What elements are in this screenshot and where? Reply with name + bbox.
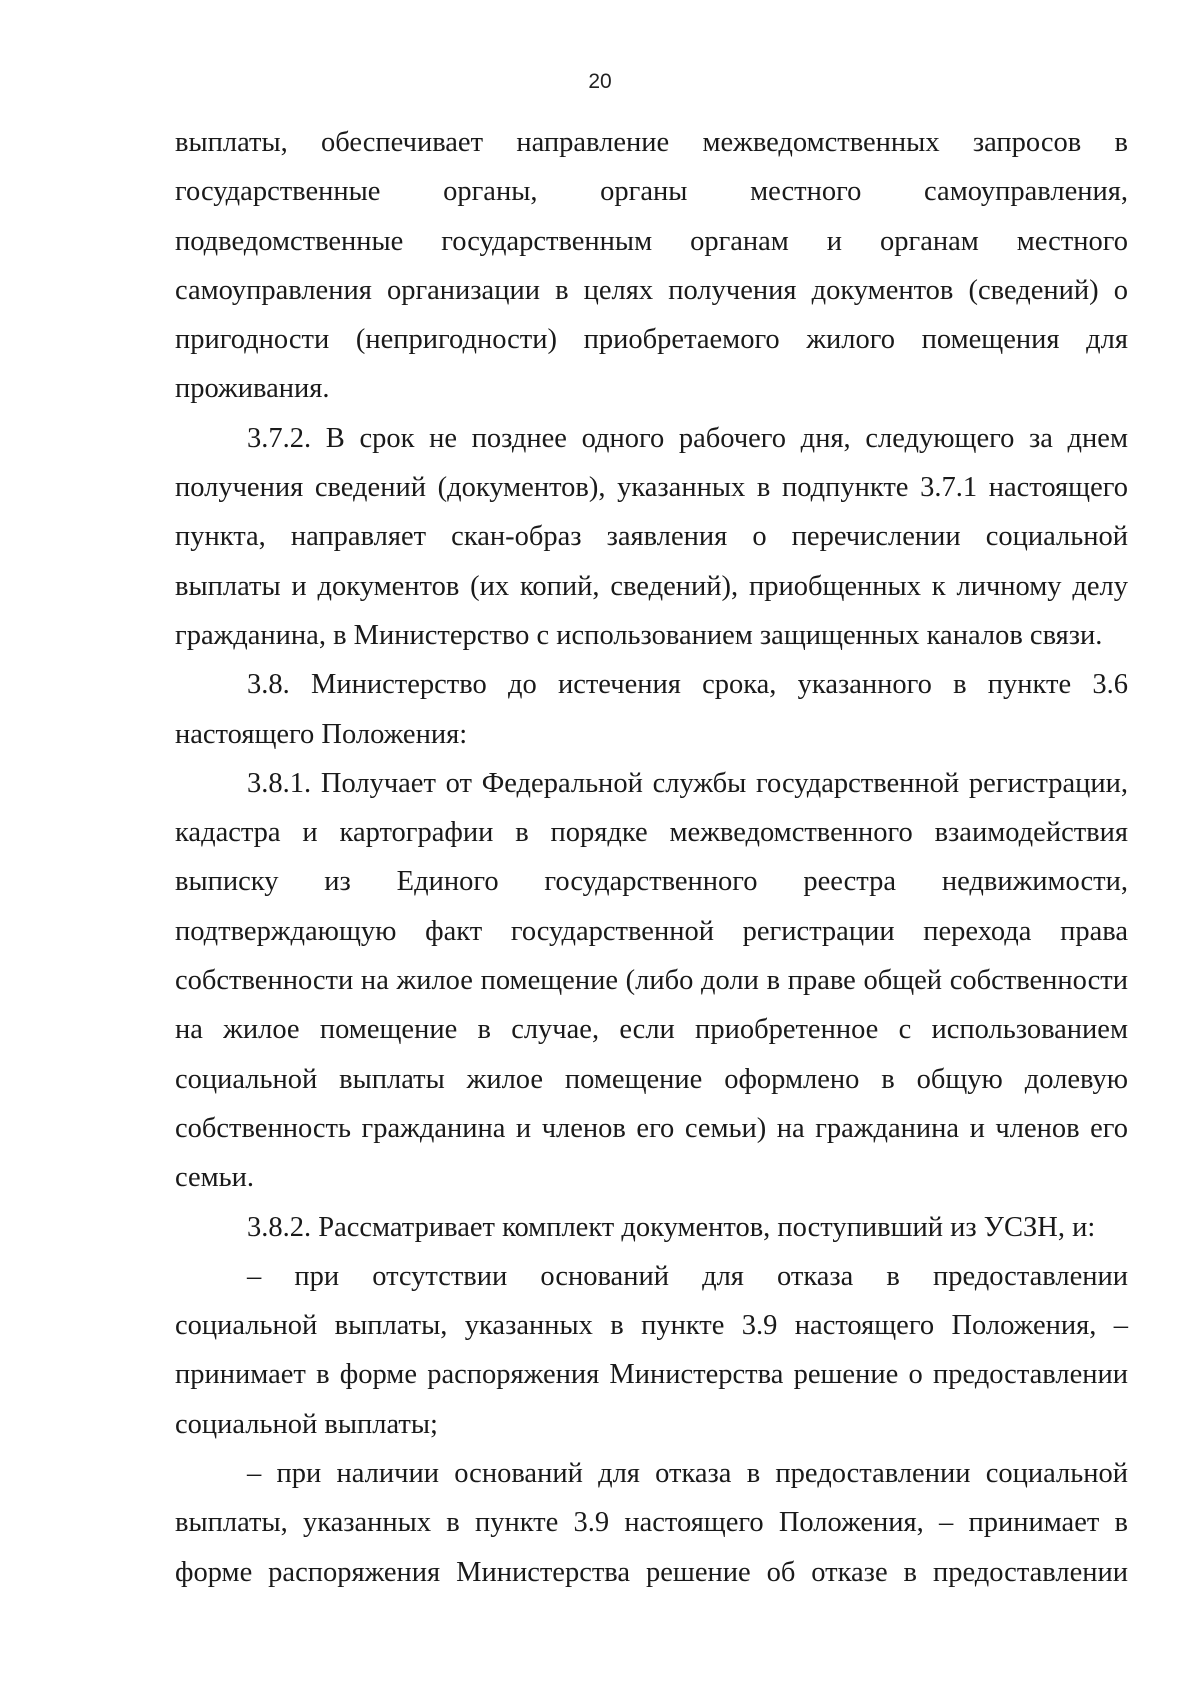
text-line: собственности на жилое помещение (либо доли в праве общей собственности	[175, 965, 1128, 997]
text-line: выплаты, обеспечивает направление межведомственных запросов в	[175, 127, 1128, 158]
text-line: пригодности (непригодности) приобретаемого жилого помещения для	[175, 324, 1128, 356]
text-line: пункта, направляет скан-образ заявления о перечислении социальной	[175, 521, 1128, 553]
text-line: социальной выплаты, указанных в пункте 3.9 настоящего Положения, –	[175, 1310, 1128, 1342]
text-line: гражданина, в Министерство с использованием защищенных каналов связи.	[175, 619, 1103, 651]
text-line: подтверждающую факт государственной регистрации перехода права	[175, 915, 1128, 947]
text-line: социальной выплаты;	[175, 1408, 438, 1440]
text-line: проживания.	[175, 373, 330, 405]
text-line: получения сведений (документов), указанных в подпункте 3.7.1 настоящего	[175, 472, 1128, 504]
list-item: – при наличии оснований для отказа в предоставлении социальной	[247, 1458, 1128, 1490]
text-line: 3.8. Министерство до истечения срока, указанного в пункте 3.6	[247, 669, 1128, 701]
text-line: форме распоряжения Министерства решение об отказе в предоставлении	[175, 1556, 1128, 1588]
text-line: кадастра и картографии в порядке межведомственного взаимодействия	[175, 817, 1128, 849]
text-line: на жилое помещение в случае, если приобретенное с использованием	[175, 1014, 1128, 1046]
text-line: выплаты, указанных в пункте 3.9 настоящего Положения, – принимает в	[175, 1507, 1128, 1539]
text-line: собственность гражданина и членов его семьи) на гражданина и членов его	[175, 1112, 1128, 1144]
text-line: 3.8.1. Получает от Федеральной службы государственной регистрации,	[247, 767, 1128, 799]
page-number: 20	[588, 70, 612, 93]
text-line: выписку из Единого государственного реестра недвижимости,	[175, 866, 1128, 898]
text-line: настоящего Положения:	[175, 718, 468, 750]
text-line: выплаты и документов (их копий, сведений), приобщенных к личному делу	[175, 570, 1128, 602]
text-line: государственные органы, органы местного самоуправления,	[175, 176, 1128, 208]
text-line: 3.7.2. В срок не позднее одного рабочего дня, следующего за днем	[247, 422, 1128, 454]
text-line: социальной выплаты жилое помещение оформлено в общую долевую	[175, 1063, 1128, 1095]
list-item: – при отсутствии оснований для отказа в предоставлении	[247, 1260, 1128, 1292]
text-line: подведомственные государственным органам и органам местного	[175, 225, 1128, 257]
text-line: семьи.	[175, 1162, 255, 1194]
text-line: принимает в форме распоряжения Министерства решение о предоставлении	[175, 1359, 1128, 1391]
document-body	[175, 118, 1128, 1597]
text-line: самоуправления организации в целях получения документов (сведений) о	[175, 274, 1128, 306]
text-line: 3.8.2. Рассматривает комплект документов, поступивший из УСЗН, и:	[247, 1211, 1096, 1243]
